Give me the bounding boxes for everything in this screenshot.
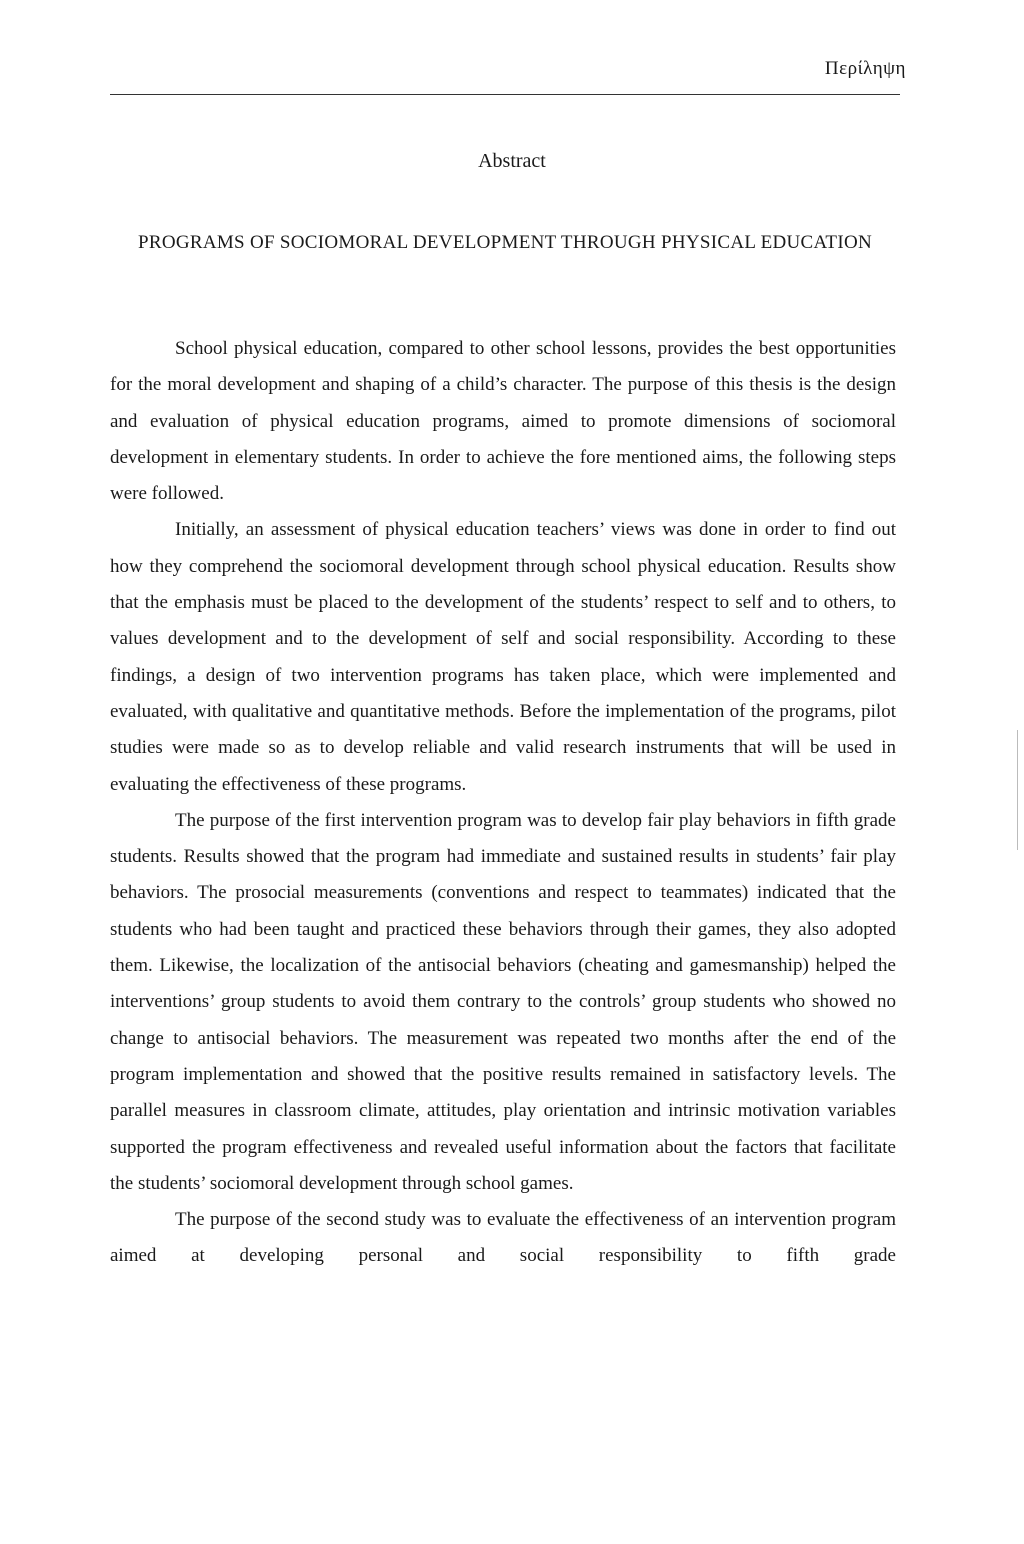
scan-edge-line	[1017, 730, 1018, 850]
abstract-heading: Abstract	[478, 150, 546, 172]
document-title: PROGRAMS OF SOCIOMORAL DEVELOPMENT THROUGH PHYSICAL EDUCATION	[137, 232, 873, 253]
paragraph: The purpose of the second study was to evaluate the effectiveness of an intervention program aimed at developing personal and social responsibility to fifth grade	[110, 1209, 896, 1267]
paragraph: The purpose of the first intervention program was to develop fair play behaviors in fifth grade students. Results showed that the program had immediate and sustained results in students’ fair play behaviors. The prosocial measurements (conventions and respect to teammates) indicated that the students who had been taught and practiced these behaviors through their games, they also adopted them. Likewise, the localization of the antisocial behaviors (cheating and gamesmanship) helped the interventions’ group students to avoid them contrary to the controls’ group students who showed no change to antisocial behaviors. The measurement was repeated two months after the end of the program implementation and showed that the positive results remained in satisfactory levels. The parallel measures in classroom climate, attitudes, play orientation and intrinsic motivation variables supported the program effectiveness and revealed useful information about the factors that facilitate the students’ sociomoral development through school games.	[110, 809, 896, 1194]
paragraph: Initially, an assessment of physical education teachers’ views was done in order to find out how they comprehend the sociomoral development through school physical education. Results show that the emphasis must be placed to the development of the students’ respect to self and to others, to values development and to the development of self and social responsibility. According to these findings, a design of two intervention programs has taken place, which were implemented and evaluated, with qualitative and quantitative methods. Before the implementation of the programs, pilot studies were made so as to develop reliable and valid research instruments that will be used in evaluating the effectiveness of these programs.	[110, 519, 896, 795]
header-divider	[110, 94, 900, 95]
abstract-body	[110, 331, 896, 1275]
running-header-title: Περίληψη	[824, 58, 906, 79]
paragraph: School physical education, compared to other school lessons, provides the best opportunities for the moral development and shaping of a child’s character. The purpose of this thesis is the design and evaluation of physical education programs, aimed to promote dimensions of sociomoral development in elementary students. In order to achieve the fore mentioned aims, the following steps were followed.	[110, 338, 896, 505]
